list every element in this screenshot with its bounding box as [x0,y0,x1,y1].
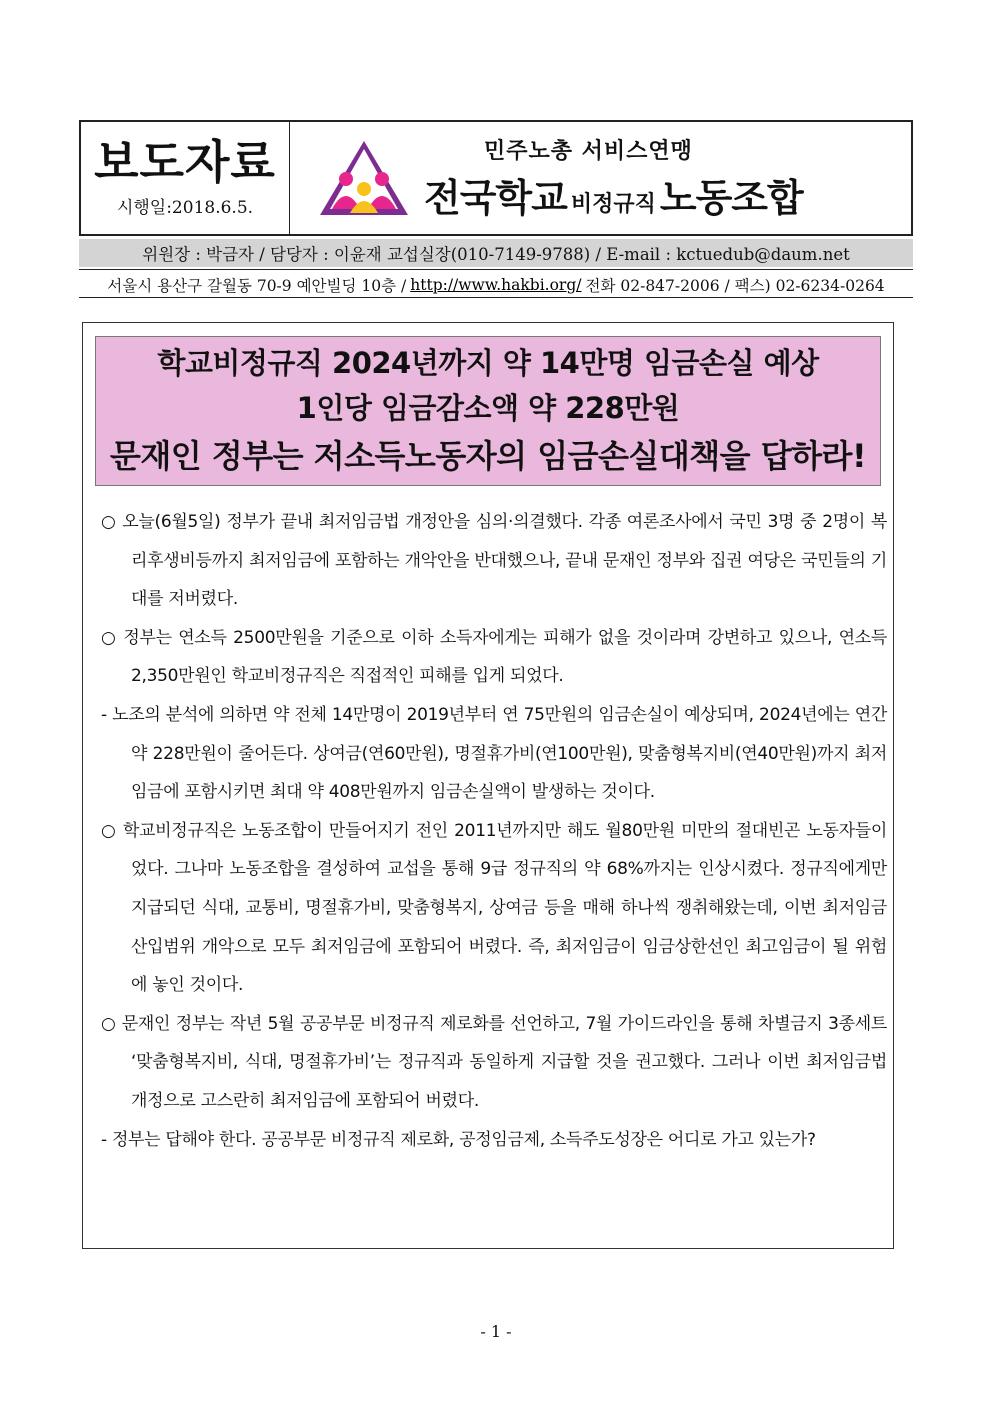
paragraph: ○ 정부는 연소득 2500만원을 기준으로 이하 소득자에게는 피해가 없을 것이라며 강변하고 있으나, 연소득 2,350만원인 학교비정규직은 직접적인 피해를 입게 되었다. [101,627,887,687]
body-paragraphs [101,503,887,1159]
federation-name: 민주노총 서비스연맹 [484,139,693,164]
union-full-name [424,167,803,222]
page-number: - 1 - [480,1322,512,1341]
paragraph: ○ 오늘(6월5일) 정부가 끝내 최저임금법 개정안을 심의·의결했다. 각종 여론조사에서 국민 3명 중 2명이 복리후생비등까지 최저임금에 포함하는 개악안을 반대했으나, 끝내 문재인 정부와 집권 여당은 국민들의 기대를 저버렸다. [101,512,887,610]
address-text: 서울시 용산구 갈월동 70-9 예안빌딩 10층 / [107,277,407,295]
website-link[interactable]: http://www.hakbi.org/ [410,276,582,294]
press-release-label-cell [81,122,290,234]
address-line [79,272,913,298]
contact-info-bar: 위원장 : 박금자 / 담당자 : 이윤재 교섭실장(010-7149-9788) / E-mail : kctuedub@daum.net [79,239,913,267]
union-name-part1: 전국학교 [424,176,567,220]
paragraph: - 노조의 분석에 의하면 약 전체 14만명이 2019년부터 연 75만원의 임금손실이 예상되며, 2024년에는 연간 약 228만원이 줄어든다. 상여금(연60만원), 명절휴가비(연100만원), 맞춤형복지비(연40만원)까지 최저임금에 포함시키면 최대 약 408만원까지 임금손실액이 발생하는 것이다. [101,704,887,803]
press-release-body [82,322,894,1249]
headline-line-1: 학교비정규직 2024년까지 약 14만명 임금손실 예상 [157,345,819,380]
divider-bottom [79,297,913,298]
phone-fax-text: 전화 02-847-2006 / 팩스) 02-6234-0264 [585,277,885,295]
press-release-header [79,120,913,236]
paragraph: - 정부는 답해야 한다. 공공부문 비정규직 제로화, 공정임금제, 소득주도성장은 어디로 가고 있는가? [101,1129,816,1150]
divider-top [79,269,913,270]
union-name-part2: 비정규직 [570,192,656,217]
paragraph: ○ 학교비정규직은 노동조합이 만들어지기 전인 2011년까지만 해도 월80만원 미만의 절대빈곤 노동자들이었다. 그나마 노동조합을 결성하여 교섭을 통해 9급 정규직의 약 68%까지는 인상시켰다. 정규직에게만 지급되던 식대, 교통비, 명절휴가비, 맞춤형복지, 상여금 등을 매해 하나씩 쟁취해왔는데, 이번 최저임금 산입범위 개악으로 모두 최저임금에 포함되어 버렸다. 즉, 최저임금이 임금상한선인 최고임금이 될 위험에 놓인 것이다. [101,820,887,996]
headline-box [95,336,881,486]
press-release-title: 보도자료 [94,134,276,189]
paragraph: ○ 문재인 정부는 작년 5월 공공부문 비정규직 제로화를 선언하고, 7월 가이드라인을 통해 차별금지 3종세트 ‘맞춤형복지비, 식대, 명절휴가비’는 정규직과 동일하게 지급할 것을 권고했다. 그러나 이번 최저임금법 개정으로 고스란히 최저임금에 포함되어 버렸다. [101,1013,887,1111]
headline-line-3: 문재인 정부는 저소득노동자의 임금손실대책을 답하라! [109,436,867,475]
headline-line-2: 1인당 임금감소액 약 228만원 [296,391,680,426]
union-logo-cell [290,122,911,234]
union-logo-icon [318,139,410,217]
union-name [424,134,803,222]
union-name-part3: 노동조합 [659,176,803,220]
issue-date: 시행일:2018.6.5. [116,197,254,218]
